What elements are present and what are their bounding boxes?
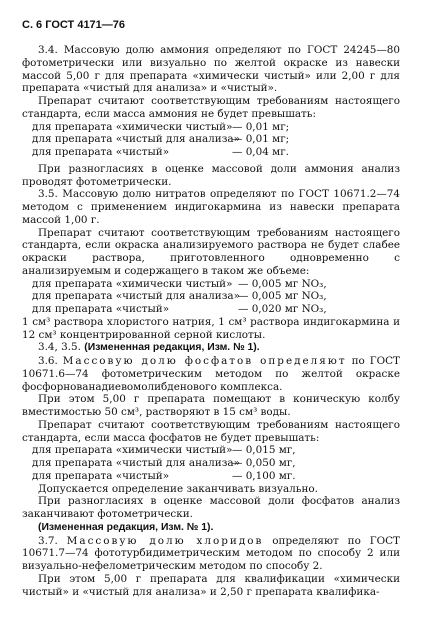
- list-item: для препарата «химически чистый» — 0,005 мг NO₃,: [32, 277, 327, 290]
- paragraph-3-5: 3.5. Массовую долю нитратов определяют по ГОСТ 10671.2—74 методом с применением индигокармина из навески препарата массой 1,00 г.: [22, 188, 400, 226]
- paragraph-3-7: 3.7. Массовую долю хлоридов определяют по ГОСТ 10671.7—74 фототурбидиметрическим методом по способу 2 или визуально-нефелометрическим методом по способу 2.: [22, 534, 400, 572]
- paragraph-3-6: 3.6. Массовую долю фосфатов определяют по ГОСТ 10671.6—74 фотометрическим методом по желтой окраске фосфорнованадиевомолибденового комплекса.: [22, 355, 400, 393]
- paragraph-visual-allowed: Допускается определение заканчивать визуально.: [38, 482, 318, 495]
- list-item: для препарата «чистый» — 0,020 мг NO₃,: [32, 303, 327, 315]
- paragraph-ammonium-criteria: Препарат считают соответствующим требованиям настоящего стандарта, если масса аммония не будет превышать:: [22, 95, 400, 120]
- list-item: для препарата «чистый для анализа» — 0,005 мг NO₃,: [32, 290, 327, 303]
- paragraph-amendment-3-6: (Измененная редакция, Изм. № 1).: [38, 521, 214, 533]
- ammonium-limits-list: [32, 121, 400, 159]
- paragraph-nitrate-criteria: Препарат считают соответствующим требованиям настоящего стандарта, если окраска анализируемого раствора не будет слабее окраски раствора, приготовленного одновременно с анализируемым и содержащего в таком же объеме:: [22, 226, 400, 277]
- paragraph-ammonium-dispute: При разногласиях в оценке массовой доли аммония анализ проводят фотометрически.: [22, 162, 400, 188]
- list-item: для препарата «химически чистый» — 0,01 мг;: [32, 120, 290, 133]
- list-item: для препарата «чистый для анализа» — 0,050 мг,: [32, 457, 296, 469]
- list-item: для препарата «химически чистый» — 0,015 мг,: [32, 444, 296, 457]
- document-body: [22, 44, 400, 598]
- page-header: С. 6 ГОСТ 4171—76: [22, 19, 126, 31]
- paragraph-chloride-procedure: При этом 5,00 г препарата для квалификации «химически чистый» и «чистый для анализа» и 2,50 г препарата квалифика-: [22, 572, 400, 598]
- nitrate-limits-list: [32, 278, 400, 316]
- paragraph-phosphate-procedure: При этом 5,00 г препарата помещают в коническую колбу вместимостью 50 см³, растворяют в 15 см³ воды.: [22, 393, 400, 418]
- paragraph-3-4: 3.4. Массовую долю аммония определяют по ГОСТ 24245—80 фотометрически или визуально по желтой окраске из навески массой 5,00 г для препарата «химически чистый» или 2,00 г для препарата «чистый для анализа» и «чистый».: [22, 44, 400, 95]
- list-item: для препарата «чистый» — 0,100 мг.: [32, 469, 296, 482]
- list-item: для препарата «чистый для анализа» — 0,01 мг;: [32, 133, 290, 146]
- paragraph-phosphate-dispute: При разногласиях в оценке массовой доли фосфатов анализ заканчивают фотометрически.: [22, 495, 400, 520]
- paragraph-amendment-3-4-3-5: 3.4, 3.5. (Измененная редакция, Изм. № 1).: [38, 341, 260, 354]
- paragraph-nitrate-reagents: 1 см³ раствора хлористого натрия, 1 см³ раствора индигокармина и 12 см³ концентрированной серной кислоты.: [22, 315, 400, 341]
- list-item: для препарата «чистый» — 0,04 мг.: [32, 146, 289, 158]
- phosphate-limits-list: [32, 444, 400, 482]
- paragraph-phosphate-criteria: Препарат считают соответствующим требованиям настоящего стандарта, если масса фосфатов не будет превышать:: [22, 418, 400, 444]
